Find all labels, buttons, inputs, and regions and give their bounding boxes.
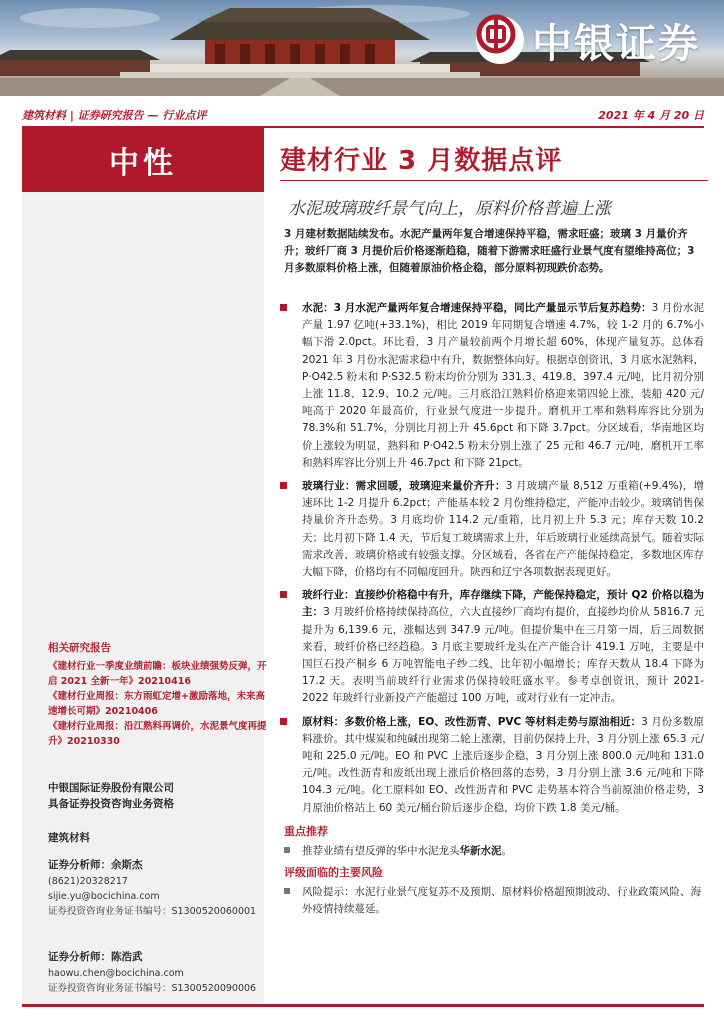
related-report-link[interactable]: 《建材行业一季度业绩前瞻：板块业绩强势反弹，开启 2021 全新一年》20210416	[48, 661, 267, 687]
list-item	[280, 300, 704, 472]
analyst-email[interactable]: sijie.yu@bocichina.com	[48, 891, 160, 902]
point-body: 3 月份多数原料涨价。其中煤炭和纯碱出现第二轮上涨潮，目前仍保持上升，3 月分别上涨 65.3 元/吨和 225.0 元/吨。EO 和 PVC 上涨后逐步企稳，3 月分别上涨 800.0 元/吨和 131.0 元/吨。改性沥青和废纸出现上涨后价格回落的态势，3 月分别上涨 3.6 元/吨和下降 104.3 元/吨。化工原料如 EO、改性沥青和 PVC 走势基本符合当前原油价格走势，3 月原油价格站上 60 美元/桶台阶后逐步企稳，均价下跌 1.8 美元/桶。	[302, 715, 704, 814]
point-lead: 玻璃行业：需求回暖，玻璃迎来量价齐升：	[302, 480, 506, 493]
focus-text: 推荐业绩有望反弹的华中水泥龙头	[302, 844, 460, 857]
focus-text-end: 。	[501, 844, 512, 857]
company-name: 中银国际证券股份有限公司	[48, 782, 174, 794]
company-qualification: 具备证券投资咨询业务资格	[48, 798, 174, 810]
brand-logo	[476, 14, 716, 66]
report-date: 2021 年 4 月 20 日	[598, 109, 704, 122]
key-points	[280, 300, 704, 922]
sidebar	[22, 128, 267, 1004]
header-banner	[0, 0, 724, 96]
related-research-heading: 相关研究报告	[48, 642, 111, 654]
company-info	[48, 780, 268, 812]
point-lead: 原材料：多数价格上涨，EO、改性沥青、PVC 等材料走势与原油相近：	[302, 715, 642, 728]
focus-heading: 重点推荐	[284, 824, 328, 838]
footer-divider	[22, 1004, 704, 1007]
square-bullet-icon	[280, 714, 302, 817]
list-item	[280, 714, 704, 817]
square-bullet-icon	[280, 587, 302, 707]
report-header	[22, 104, 704, 126]
sector-name: 建筑材料	[48, 832, 90, 844]
list-item	[280, 884, 704, 918]
analyst-phone: (8621)20328217	[48, 876, 128, 887]
list-item	[280, 587, 704, 707]
related-report-link[interactable]: 《建材行业周报：沿江熟料再调价，水泥景气度再提升》20210330	[48, 721, 267, 747]
related-report-link[interactable]: 《建材行业周报：东方雨虹定增+激励落地，未来高速增长可期》20210406	[48, 691, 265, 717]
analyst-certificate: 证券投资咨询业务证书编号：S1300520090006	[48, 983, 257, 994]
report-category: 建筑材料 | 证券研究报告 — 行业点评	[22, 109, 207, 122]
list-item	[280, 843, 704, 860]
square-bullet-icon	[280, 478, 302, 581]
square-bullet-icon	[280, 843, 302, 860]
analyst-certificate: 证券投资咨询业务证书编号：S1300520060001	[48, 906, 257, 917]
point-body: 3 月玻璃产量 8,512 万重箱(+9.4%)，增速环比 1-2 月提升 6.2pct；产能基本较 2 月份维持稳定，产能冲击较少。玻璃销售保持量价齐升态势。3 月底均价 114.2 元/重箱，比月初上升 5.3 元；库存天数 10.2 天；比月初下降 1.4 天，节后复工玻璃需求上升，年后玻璃行业延续高景气。随着实际需求改善，玻璃价格或有较强支撑。分区域看，各省在产产能保持稳定，多数地区库存大幅下降，价格均有不同幅度回升。陕西和辽宁各项数据表现更好。	[302, 480, 704, 579]
brand-name: 中银证券	[532, 20, 700, 67]
point-body: 3 月玻纤价格持续保持高位，六大直接纱厂商均有提价，直接纱均价从 5816.7 元提升为 6,139.6 元，涨幅达到 347.9 元/吨。但提价集中在三月第一周，后三周数据来看，玻纤价格已经趋稳。3 月底主要玻纤龙头在产产能合计 419.1 万吨，主要是中国巨石投产桐乡 6 万吨智能电子纱二线，比年初小幅增长；库存天数从 18.4 下降为 17.2 天。表明当前玻纤行业需求仍保持较旺盛水平。参考卓创资讯，预计 2021-2022 年玻纤行业新投产产能超过 100 万吨，或对行业有一定冲击。	[302, 606, 705, 705]
square-bullet-icon	[280, 884, 302, 918]
point-lead: 水泥：3 月水泥产量两年复合增速保持平稳，同比产量显示节后复苏趋势：	[302, 302, 652, 314]
square-bullet-icon	[280, 300, 302, 472]
report-title: 建材行业 3 月数据点评	[280, 146, 563, 176]
analyst-name: 证券分析师：余斯杰	[48, 859, 143, 871]
title-divider	[280, 180, 708, 181]
risk-heading: 评级面临的主要风险	[284, 865, 383, 879]
related-research	[48, 640, 268, 749]
analyst-card	[48, 856, 268, 919]
analyst-email[interactable]: haowu.chen@bocichina.com	[48, 968, 184, 979]
list-item	[280, 478, 704, 581]
analyst-name: 证券分析师：陈浩武	[48, 951, 143, 963]
point-lead: 玻纤行业：直接纱价格稳中有升，库存继续下降，产能保持稳定，预计 Q2 价格以稳为主：	[302, 589, 704, 619]
rating-badge: 中性	[22, 128, 264, 192]
bank-of-china-logo-icon	[476, 16, 524, 64]
report-summary: 3 月建材数据陆续发布。水泥产量两年复合增速保持平稳，需求旺盛；玻璃 3 月量价齐升；玻纤厂商 3 月提价后价格逐渐趋稳，随着下游需求旺盛行业景气度有望维持高位；3 月多数原料价格上涨，但随着原油价格企稳，部分原料初现跌价态势。	[284, 228, 695, 274]
point-body: 3 月份水泥产量 1.97 亿吨(+33.1%)，相比 2019 年同期复合增速 4.7%，较 1-2 月的 6.7%小幅下滑 2.0pct。环比看，3 月产量较前两个月增长超 60%，体现产量复苏。总体看 2021 年 3 月份水泥需求稳中有升，数据整体向好。根据卓创资讯，3 月底水泥熟料，P·O42.5 粉末和 P·S32.5 粉末均价分别为 331.3、419.8、397.4 元/吨，比月初分别上涨 11.8、12.9、10.2 元/吨。三月底沿江熟料价格迎来第四轮上涨，装船 420 元/吨高于 2020 年最高价，行业景气度进一步提升。磨机开工率和熟料库容比分别为 78.3%和 51.7%，分别比月初上升 45.6pct 和下降 3.7pct。分区域看，华南地区均价上涨较为明显，熟料和 P·O42.5 粉末分别上涨了 25 元和 46.7 元/吨，磨机开工率和熟料库容比分别上升 46.7pct 和下降 21pct。	[302, 302, 704, 469]
analyst-card	[48, 948, 268, 996]
report-subtitle: 水泥玻璃玻纤景气向上，原料价格普遍上涨	[288, 199, 611, 219]
risk-text: 风险提示：水泥行业景气度复苏不及预期、原材料价格超预期波动、行业政策风险、海外疫情持续蔓延。	[302, 885, 701, 915]
sector-label	[48, 830, 268, 845]
focus-stock: 华新水泥	[459, 844, 502, 857]
